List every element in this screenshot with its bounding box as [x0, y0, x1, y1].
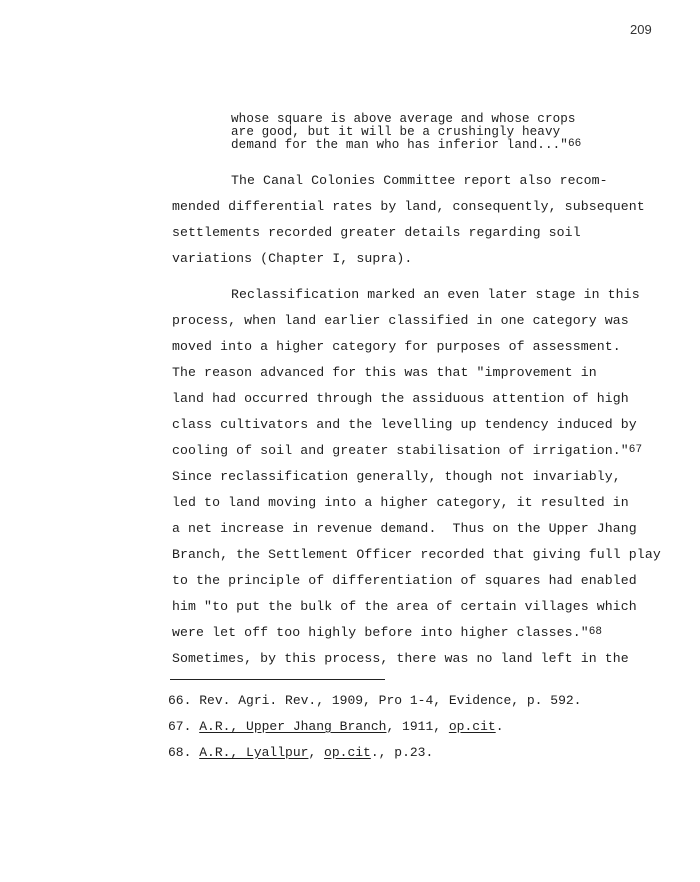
footnote-divider: [170, 679, 385, 680]
text-line: cooling of soil and greater stabilisation of irrigation."$^{67}$: [172, 443, 643, 458]
text-line: Branch, the Settlement Officer recorded that giving full play: [172, 547, 661, 562]
text-line: mended differential rates by land, consequently, subsequent: [172, 199, 645, 214]
footnote-68: 68. A.R., Lyallpur, op.cit., p.23.: [168, 745, 434, 760]
text-line: class cultivators and the levelling up tendency induced by: [172, 417, 637, 432]
text-line: land had occurred through the assiduous attention of high: [172, 391, 629, 406]
quote-line: whose square is above average and whose crops: [231, 112, 576, 126]
page-number: 209: [630, 22, 652, 37]
footnote-66: 66. Rev. Agri. Rev., 1909, Pro 1-4, Evidence, p. 592.: [168, 693, 582, 708]
text-line: led to land moving into a higher category, it resulted in: [172, 495, 629, 510]
footnote-ref: 67: [628, 444, 643, 456]
text-line: process, when land earlier classified in one category was: [172, 313, 629, 328]
text-line: to the principle of differentiation of squares had enabled: [172, 573, 637, 588]
text-line: a net increase in revenue demand. Thus on the Upper Jhang: [172, 521, 637, 536]
text-line: him "to put the bulk of the area of certain villages which: [172, 599, 637, 614]
text-line: Sometimes, by this process, there was no land left in the: [172, 651, 629, 666]
text-line: Since reclassification generally, though not invariably,: [172, 469, 621, 484]
text-line: moved into a higher category for purposes of assessment.: [172, 339, 621, 354]
footnote-67: 67. A.R., Upper Jhang Branch, 1911, op.cit.: [168, 719, 504, 734]
text-line: Reclassification marked an even later stage in this: [231, 287, 640, 302]
text-line: settlements recorded greater details regarding soil: [172, 225, 581, 240]
text-line: The reason advanced for this was that "improvement in: [172, 365, 597, 380]
text-line: were let off too highly before into higher classes."$^{68}$: [172, 625, 603, 640]
footnote-ref: 66: [567, 138, 582, 150]
footnote-ref: 68: [588, 626, 603, 638]
quote-line: are good, but it will be a crushingly heavy: [231, 125, 561, 139]
text-line: variations (Chapter I, supra).: [172, 251, 413, 266]
text-line: The Canal Colonies Committee report also recom-: [231, 173, 608, 188]
quote-line: demand for the man who has inferior land..."$^{66}$: [231, 138, 582, 152]
